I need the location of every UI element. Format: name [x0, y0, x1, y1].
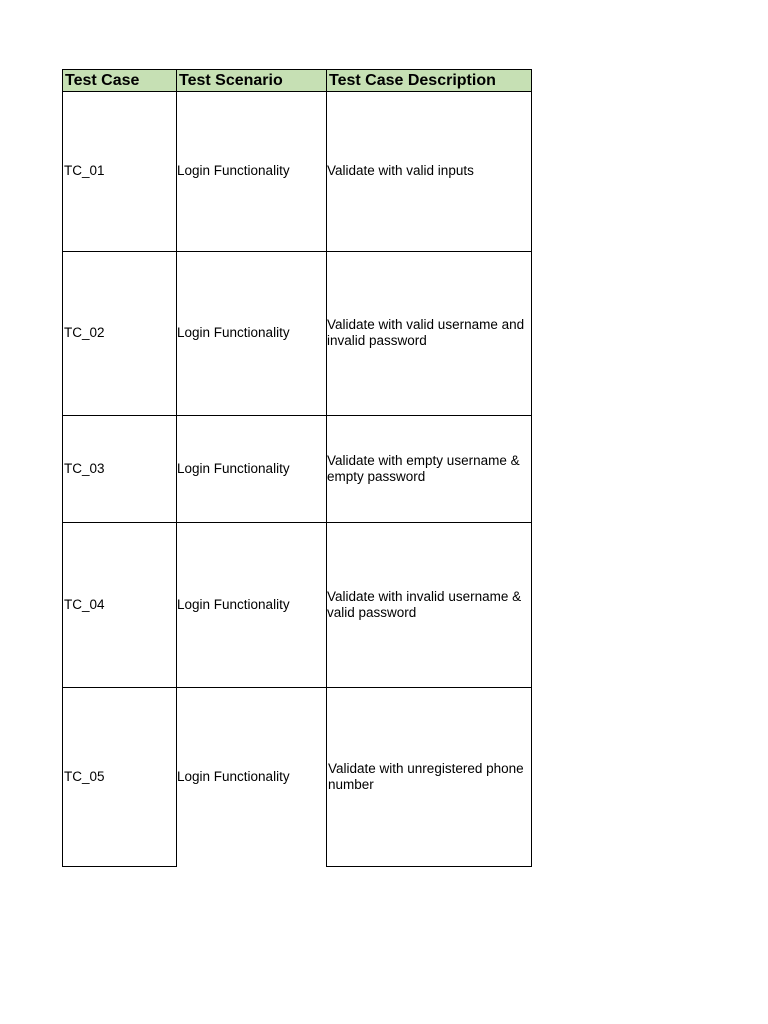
table-row-5-scenario: Login Functionality: [177, 769, 290, 784]
table-row-3-scenario: Login Functionality: [176, 415, 327, 523]
table-row-1-test-case: TC_01: [62, 91, 177, 252]
table-row-4-test-case: TC_04: [62, 522, 177, 688]
table-row-3-test-case: TC_03: [62, 415, 177, 523]
table-row-2-scenario: Login Functionality: [176, 251, 327, 416]
header-test-case-description: Test Case Description: [326, 69, 532, 92]
header-test-case: Test Case: [62, 69, 177, 92]
table-row-1-scenario: Login Functionality: [176, 91, 327, 252]
table-row-2-description: Validate with valid username and invalid password: [326, 251, 532, 416]
header-test-scenario: Test Scenario: [176, 69, 327, 92]
table-row-2-test-case: TC_02: [62, 251, 177, 416]
table-row-5-test-case: TC_05: [62, 687, 177, 867]
table-row-1-description: Validate with valid inputs: [326, 91, 532, 252]
table-row-4-description: Validate with invalid username & valid password: [326, 522, 532, 688]
table-row-5-description: Validate with unregistered phone number: [326, 687, 532, 867]
table-row-3-description: Validate with empty username & empty password: [326, 415, 532, 523]
table-row-4-scenario: Login Functionality: [176, 522, 327, 688]
